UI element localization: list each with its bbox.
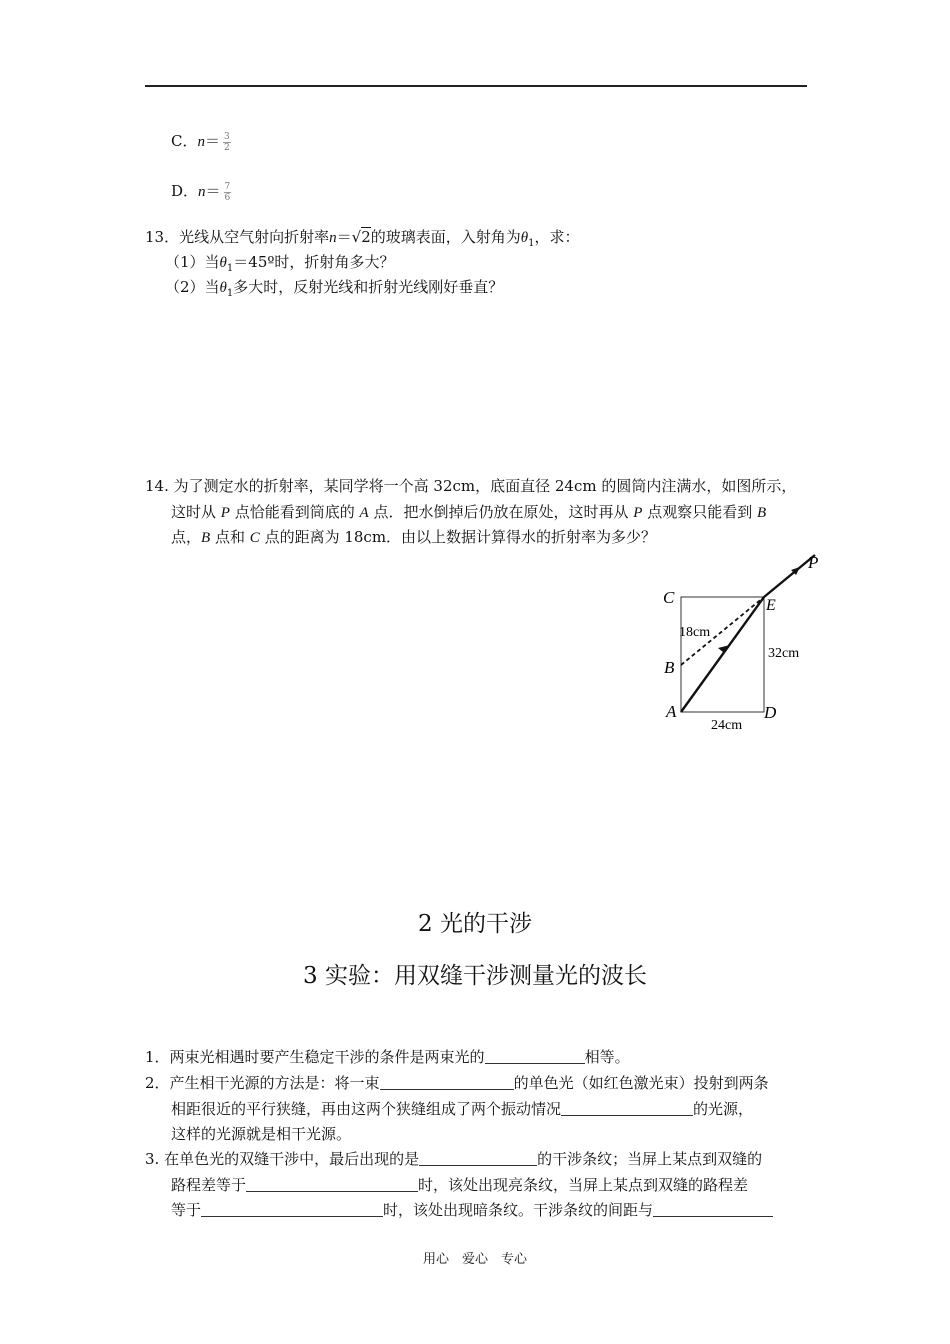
option-c: C．n＝ $\frac{3}{2}$: [171, 131, 230, 153]
question-14-line-3: 点，B 点和 C 点的距离为 18cm．由以上数据计算得水的折射率为多少？: [171, 528, 657, 546]
header-rule: [145, 85, 807, 87]
section-title-experiment: 3 实验：用双缝干涉测量光的波长: [303, 963, 647, 989]
answer-blank[interactable]: [246, 1175, 418, 1192]
item-2-line-2: 相距很近的平行狭缝，再由这两个狭缝组成了两个振动情况 的光源，: [171, 1100, 754, 1118]
item-2-line-1: 2．产生相干光源的方法是：将一束 的单色光（如红色激光束）投射到两条: [145, 1074, 769, 1092]
dimension-bc: 18cm: [679, 625, 711, 640]
item-3-line-1: 3. 在单色光的双缝干涉中，最后出现的是 的干涉条纹；当屏上某点到双缝的: [145, 1150, 763, 1168]
label-p: P: [808, 553, 819, 572]
question-13-part-1: （1）当$\theta_1=45º$时，折射角多大？: [165, 253, 395, 274]
item-2-line-3: 这样的光源就是相干光源。: [171, 1125, 352, 1143]
fraction-7-6: $\frac{7}{6}$: [224, 181, 231, 203]
label-e: E: [766, 597, 776, 614]
page-footer: 用心 爱心 专心: [422, 1252, 527, 1267]
answer-blank[interactable]: [653, 1200, 773, 1217]
dimension-width: 24cm: [711, 718, 743, 733]
dimension-height: 32cm: [768, 646, 800, 661]
answer-blank[interactable]: [485, 1047, 585, 1064]
option-d: D．n＝ $\frac{7}{6}$: [171, 181, 231, 203]
sqrt-symbol: √: [351, 228, 362, 246]
answer-blank[interactable]: [201, 1200, 383, 1217]
question-14-line-1: 14. 为了测定水的折射率，某同学将一个高 32cm，底面直径 24cm 的圆筒内注满水，如图所示，: [145, 477, 797, 495]
cylinder-refraction-figure: [650, 545, 830, 740]
item-1: 1．两束光相遇时要产生稳定干涉的条件是两束光的 相等。: [145, 1048, 630, 1066]
question-14-line-2: 这时从 P 点恰能看到筒底的 A 点．把水倒掉后仍放在原处，这时再从 P 点观察只能看到 B: [171, 503, 767, 521]
question-13-part-2: （2）当$\theta_1$多大时，反射光线和折射光线刚好垂直？: [165, 278, 504, 299]
label-b: B: [664, 658, 675, 677]
label-a: A: [666, 702, 677, 721]
fraction-3-2: $\frac{3}{2}$: [224, 131, 230, 153]
section-title-interference: 2 光的干涉: [418, 911, 532, 937]
label-c: C: [663, 588, 675, 607]
answer-blank[interactable]: [419, 1149, 537, 1166]
question-13-stem: 13．光线从空气射向折射率n＝√2的玻璃表面，入射角为$\theta_1$，求：: [145, 228, 580, 249]
label-d: D: [764, 703, 777, 722]
item-3-line-3: 等于 时，该处出现暗条纹。干涉条纹的间距与: [171, 1199, 773, 1220]
item-3-line-2: 路程差等于 时，该处出现亮条纹，当屏上某点到双缝的路程差: [171, 1176, 749, 1194]
answer-blank[interactable]: [380, 1073, 514, 1090]
answer-blank[interactable]: [561, 1099, 693, 1116]
